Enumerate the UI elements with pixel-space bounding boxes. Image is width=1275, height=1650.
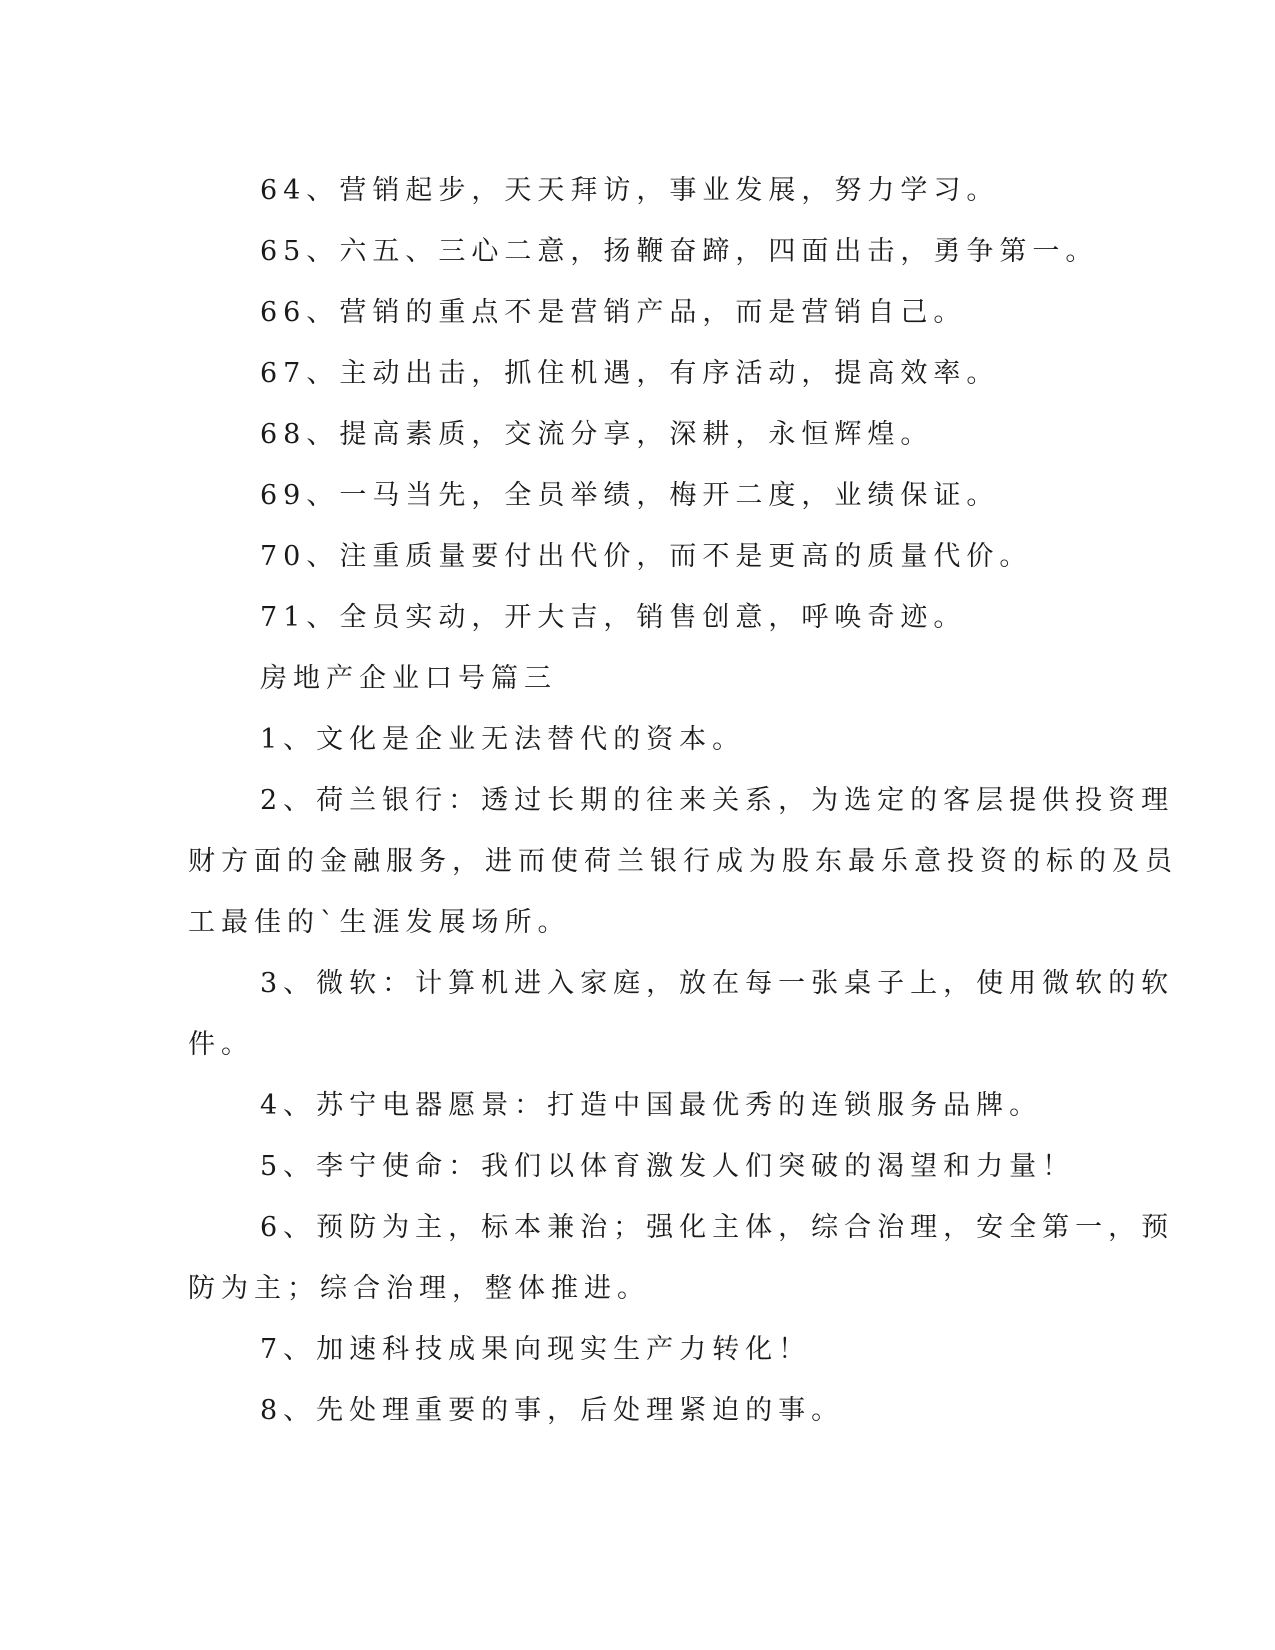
text-line-continuation: 防为主；综合治理，整体推进。 (188, 1273, 650, 1304)
text-line-continuation: 工最佳的`生涯发展场所。 (188, 907, 571, 938)
text-line: 7、加速科技成果向现实生产力转化！ (260, 1334, 812, 1365)
section-heading: 房地产企业口号篇三 (260, 663, 557, 694)
text-line: 67、主动出击，抓住机遇，有序活动，提高效率。 (260, 358, 1000, 389)
text-line: 1、文化是企业无法替代的资本。 (260, 724, 746, 755)
text-line: 64、营销起步，天天拜访，事业发展，努力学习。 (260, 175, 1000, 206)
text-line: 2、荷兰银行：透过长期的往来关系，为选定的客层提供投资理 (260, 785, 1175, 816)
text-line: 69、一马当先，全员举绩，梅开二度，业绩保证。 (260, 480, 1000, 511)
text-line: 71、全员实动，开大吉，销售创意，呼唤奇迹。 (260, 602, 967, 633)
text-line-continuation: 财方面的金融服务，进而使荷兰银行成为股东最乐意投资的标的及员 (188, 846, 1178, 877)
text-line: 5、李宁使命：我们以体育激发人们突破的渴望和力量！ (260, 1151, 1076, 1182)
text-line: 66、营销的重点不是营销产品，而是营销自己。 (260, 297, 967, 328)
text-line-continuation: 件。 (188, 1029, 254, 1060)
text-line: 68、提高素质，交流分享，深耕，永恒辉煌。 (260, 419, 934, 450)
text-line: 65、六五、三心二意，扬鞭奋蹄，四面出击，勇争第一。 (260, 236, 1099, 267)
document-body (188, 160, 1178, 1441)
text-line: 3、微软：计算机进入家庭，放在每一张桌子上，使用微软的软 (260, 968, 1175, 999)
text-line: 6、预防为主，标本兼治；强化主体，综合治理，安全第一，预 (260, 1212, 1175, 1243)
text-line: 70、注重质量要付出代价，而不是更高的质量代价。 (260, 541, 1033, 572)
text-line: 8、先处理重要的事，后处理紧迫的事。 (260, 1395, 845, 1426)
text-line: 4、苏宁电器愿景：打造中国最优秀的连锁服务品牌。 (260, 1090, 1043, 1121)
